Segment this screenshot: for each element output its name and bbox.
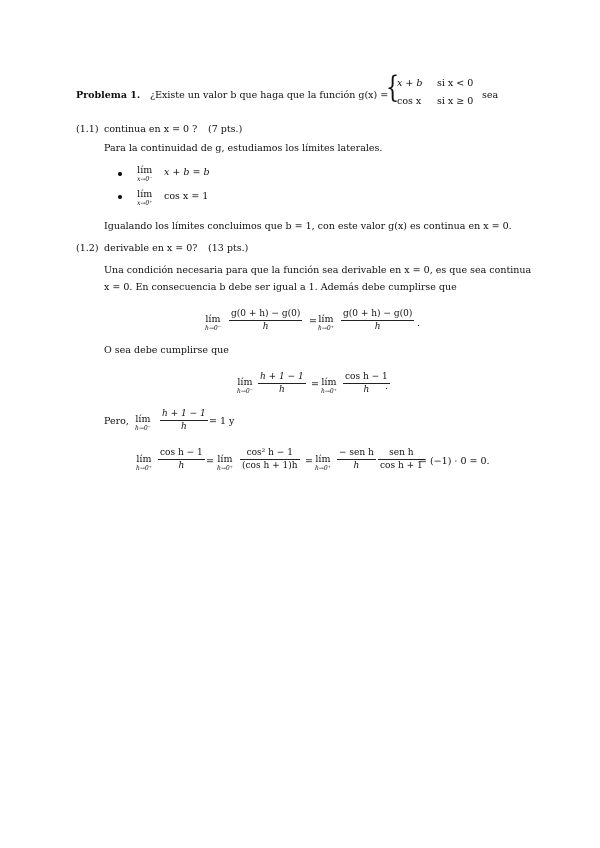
eq1-lim-right-word: lím	[318, 314, 334, 325]
eq4-fraction-4	[378, 448, 425, 471]
eq1-fraction-right	[341, 309, 414, 332]
eq2-limit-left	[237, 378, 253, 395]
eq1-numerator-right: g(0 + h) − g(0)	[343, 309, 413, 319]
part1-label: (1.1)	[76, 124, 99, 135]
eq4-lim2-word: lím	[217, 454, 233, 465]
eq4-lim3-word: lím	[315, 454, 331, 465]
eq3-denominator: h	[180, 422, 187, 432]
eq1-limit-right	[318, 315, 334, 332]
eq2-equals: =	[311, 379, 319, 390]
bullet-1	[118, 172, 122, 176]
eq4-tail: = (−1) · 0 = 0.	[419, 456, 490, 467]
eq2-lim-right-sub: h→0⁺	[321, 388, 337, 395]
eq4-denominator-3: h	[353, 461, 360, 471]
problem-question: ¿Existe un valor b que haga que la función g(x) =	[150, 90, 389, 101]
eq2-period: .	[385, 381, 389, 392]
eq4-numerator-2: cos² h − 1	[246, 448, 293, 458]
pero-text: Pero,	[104, 416, 129, 427]
eq4-fraction-2	[240, 448, 300, 471]
eq2-limit-right	[321, 378, 337, 395]
eq4-lim2-sub: h→0⁺	[217, 465, 233, 472]
case2-expression: cos x	[397, 96, 422, 107]
part1-title: continua en x = 0 ?	[104, 124, 198, 135]
eq2-denominator-left: h	[278, 385, 285, 395]
case2-condition: si x ≥ 0	[437, 96, 474, 107]
eq2-lim-left-sub: h→0⁻	[237, 388, 253, 395]
eq3-lim-sub: h→0⁻	[135, 425, 151, 432]
part1-conclusion: Igualando los límites concluimos que b = 1, con este valor g(x) es continua en x = 0.	[104, 221, 512, 232]
eq1-limit-left	[205, 315, 221, 332]
part1-intro: Para la continuidad de g, estudiamos los límites laterales.	[104, 143, 383, 154]
bullet1-lim-word: lím	[137, 165, 153, 176]
eq1-lim-left-sub: h→0⁻	[205, 325, 221, 332]
bullet2-limit	[137, 190, 152, 207]
eq2-lim-right-word: lím	[321, 377, 337, 388]
eq2-lim-left-word: lím	[237, 377, 253, 388]
eq4-limit-1	[136, 455, 152, 472]
eq3-lim-word: lím	[135, 414, 151, 425]
part1-points: (7 pts.)	[208, 124, 243, 135]
eq1-lim-right-sub: h→0⁺	[318, 325, 334, 332]
eq1-denominator-left: h	[262, 322, 269, 332]
eq4-lim3-sub: h→0⁺	[315, 465, 331, 472]
bullet-2	[118, 195, 122, 199]
part2-paragraph-line1: Una condición necesaria para que la función sea derivable en x = 0, es que sea continua	[104, 265, 532, 276]
part2-points: (13 pts.)	[208, 243, 249, 254]
eq2-fraction-left	[258, 372, 306, 395]
eq1-period: .	[417, 318, 421, 329]
bullet2-lim-sub: x→0⁺	[137, 200, 153, 207]
eq4-lim1-word: lím	[136, 454, 152, 465]
bullet1-limit	[137, 166, 152, 183]
eq4-numerator-3: − sen h	[339, 448, 374, 458]
eq3-numerator: h + 1 − 1	[162, 409, 206, 419]
eq4-lim1-sub: h→0⁺	[136, 465, 152, 472]
problem-tail: sea	[482, 90, 499, 101]
eq4-limit-3	[315, 455, 331, 472]
eq4-limit-2	[217, 455, 233, 472]
eq4-denominator-2: (cos h + 1)h	[242, 461, 298, 471]
case1-condition: si x < 0	[437, 78, 474, 89]
eq4-equals-1: =	[206, 456, 214, 467]
eq1-denominator-right: h	[374, 322, 381, 332]
eq4-numerator-4: sen h	[389, 448, 414, 458]
part2-label: (1.2)	[76, 243, 99, 254]
eq4-fraction-3	[337, 448, 376, 471]
case1-expression: x + b	[397, 78, 423, 89]
eq1-equals: =	[309, 316, 317, 327]
o-sea-text: O sea debe cumplirse que	[104, 345, 229, 356]
eq3-limit	[135, 415, 151, 432]
eq4-denominator-4: cos h + 1	[380, 461, 423, 471]
eq2-denominator-right: h	[363, 385, 370, 395]
eq2-fraction-right	[343, 372, 390, 395]
bullet2-expression: cos x = 1	[164, 191, 209, 202]
eq4-numerator-1: cos h − 1	[160, 448, 203, 458]
part2-paragraph-line2: x = 0. En consecuencia b debe ser igual a 1. Además debe cumplirse que	[104, 282, 457, 293]
eq4-denominator-1: h	[178, 461, 185, 471]
cases-brace: {	[385, 70, 400, 105]
eq2-numerator-left: h + 1 − 1	[260, 372, 304, 382]
part2-title: derivable en x = 0?	[104, 243, 198, 254]
eq1-fraction-left	[229, 309, 302, 332]
bullet1-lim-sub: x→0⁻	[137, 176, 153, 183]
eq4-equals-2: =	[305, 456, 313, 467]
problem-label: Problema 1.	[76, 90, 141, 101]
eq3-fraction	[160, 409, 208, 432]
bullet2-lim-word: lím	[137, 189, 153, 200]
eq1-lim-left-word: lím	[205, 314, 221, 325]
eq2-numerator-right: cos h − 1	[345, 372, 388, 382]
eq1-numerator-left: g(0 + h) − g(0)	[231, 309, 301, 319]
eq4-fraction-1	[158, 448, 205, 471]
eq3-tail: = 1 y	[209, 416, 235, 427]
bullet1-expression: x + b = b	[164, 167, 210, 178]
